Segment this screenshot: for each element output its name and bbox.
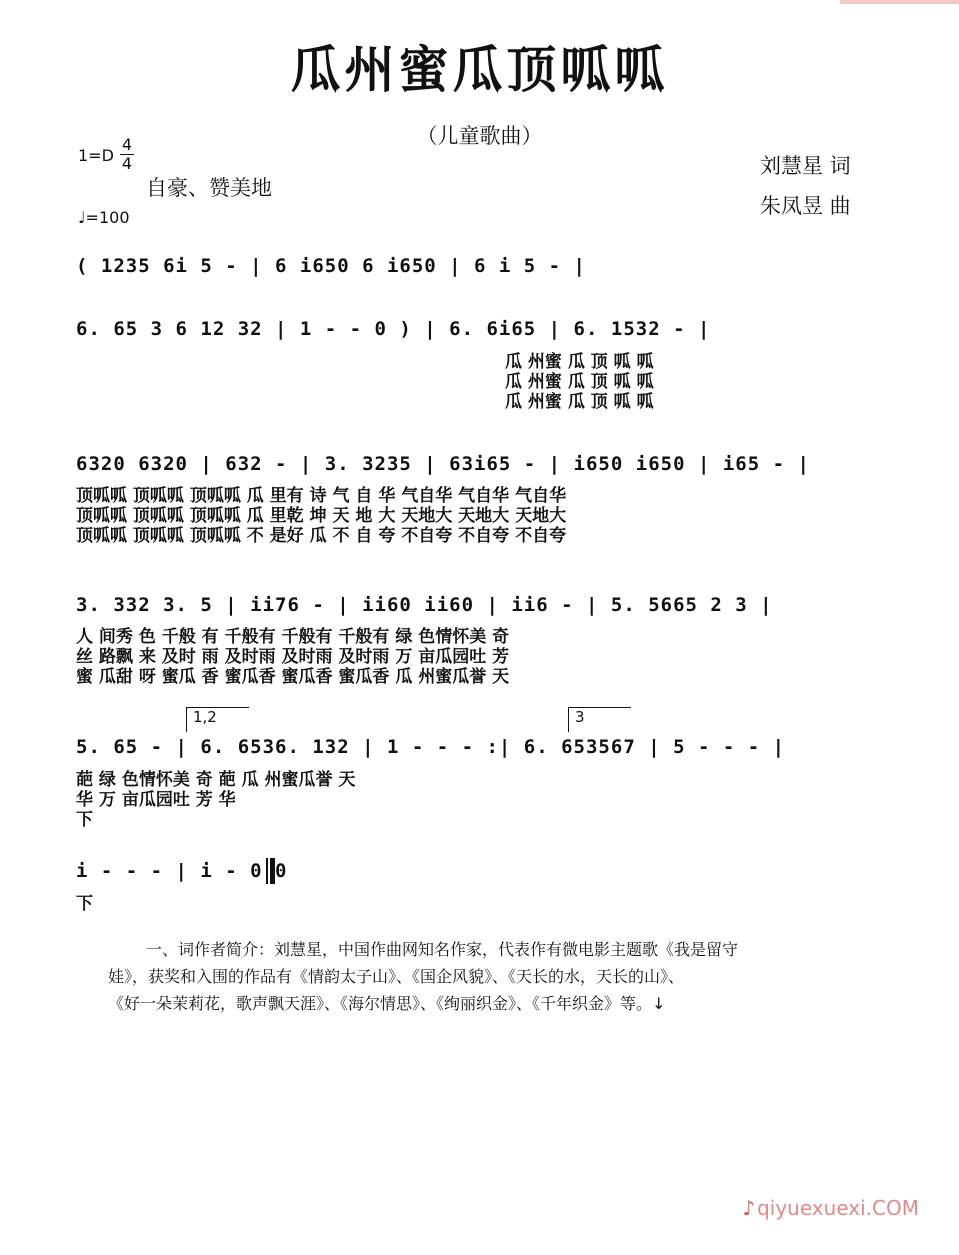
score-line-3: 6320 6320 | 632 - | 3. 3235 | 63i65 - | i650 i650 | i65 - | — [76, 453, 810, 475]
lyric-verse-2: 华 万 亩瓜园吐 芳 华 — [76, 790, 236, 810]
lyric-verse-2: 瓜 州蜜 瓜 顶 呱 呱 — [505, 372, 654, 392]
expression-mark: 自豪、赞美地 — [146, 176, 272, 200]
song-title: 瓜州蜜瓜顶呱呱 — [290, 40, 669, 99]
bio-line-2: 娃》，获奖和入围的作品有《情韵太子山》、《国企风貌》、《天长的水，天长的山》、 — [108, 967, 685, 986]
key-signature: 1=D — [78, 146, 114, 165]
composer-credit: 朱凤昱 曲 — [760, 194, 851, 218]
lyric-verse-1: 葩 绿 色情怀美 奇 葩 瓜 州蜜瓜誉 天 — [76, 770, 356, 790]
score-line-5: 5. 65 - | 6. 6536. 132 | 1 - - - :| 6. 653567 | 5 - - - | — [76, 736, 786, 758]
lyric-verse-1: 顶呱呱 顶呱呱 顶呱呱 瓜 里有 诗 气 自 华 气自华 气自华 气自华 — [76, 486, 567, 506]
score-line-2: 6. 65 3 6 12 32 | 1 - - 0 ) | 6. 6i65 | 6. 1532 - | — [76, 318, 711, 340]
bio-line-1: 一、词作者简介：刘慧星，中国作曲网知名作家，代表作有微电影主题歌《我是留守 — [146, 940, 739, 959]
lyricist-credit: 刘慧星 词 — [760, 154, 851, 178]
score-line-6: i - - - | i - 0 0 — [76, 860, 288, 882]
lyric-verse-1: 下 — [76, 894, 93, 914]
lyric-verse-3: 顶呱呱 顶呱呱 顶呱呱 不 是好 瓜 不 自 夸 不自夸 不自夸 不自夸 — [76, 526, 567, 546]
score-line-1: ( 1235 6i 5 - | 6 i650 6 i650 | 6 i 5 - | — [76, 255, 586, 277]
lyrics-line-6 — [76, 894, 93, 914]
lyric-verse-1: 人 间秀 色 千般 有 千般有 千般有 千般有 绿 色情怀美 奇 — [76, 627, 510, 647]
lyrics-line-2 — [505, 352, 654, 412]
lyric-verse-2: 丝 路飘 来 及时 雨 及时雨 及时雨 及时雨 万 亩瓜园吐 芳 — [76, 647, 510, 667]
volta-first-second-ending: 1,2 — [186, 707, 249, 732]
lyric-verse-3: 蜜 瓜甜 呀 蜜瓜 香 蜜瓜香 蜜瓜香 蜜瓜香 瓜 州蜜瓜誉 天 — [76, 667, 510, 687]
final-barline — [266, 858, 275, 884]
tempo-mark: ♩=100 — [78, 208, 130, 227]
top-edge-decoration — [840, 0, 959, 4]
time-signature-bottom: 4 — [121, 154, 133, 173]
lyric-verse-1: 瓜 州蜜 瓜 顶 呱 呱 — [505, 352, 654, 372]
time-signature-top: 4 — [121, 135, 133, 154]
lyrics-line-3 — [76, 486, 566, 546]
lyric-verse-3: 下 — [76, 810, 93, 830]
score-line-4: 3. 332 3. 5 | ii76 - | ii60 ii60 | ii6 - | 5. 5665 2 3 | — [76, 594, 773, 616]
site-logo-icon: ♪ — [742, 1196, 756, 1220]
lyrics-line-4 — [76, 627, 509, 687]
time-signature — [120, 136, 134, 173]
volta-third-ending: 3 — [568, 707, 631, 732]
watermark-text: qiyuexuexi.COM — [757, 1196, 919, 1220]
site-watermark — [742, 1196, 919, 1220]
lyric-verse-3: 瓜 州蜜 瓜 顶 呱 呱 — [505, 392, 654, 412]
lyrics-line-5 — [76, 770, 355, 830]
bio-line-3: 《好一朵茉莉花，歌声飘天涯》、《海尔情思》、《绚丽织金》、《千年织金》等。↓ — [108, 994, 666, 1013]
lyric-verse-2: 顶呱呱 顶呱呱 顶呱呱 瓜 里乾 坤 天 地 大 天地大 天地大 天地大 — [76, 506, 567, 526]
song-subtitle: （儿童歌曲） — [416, 124, 543, 148]
